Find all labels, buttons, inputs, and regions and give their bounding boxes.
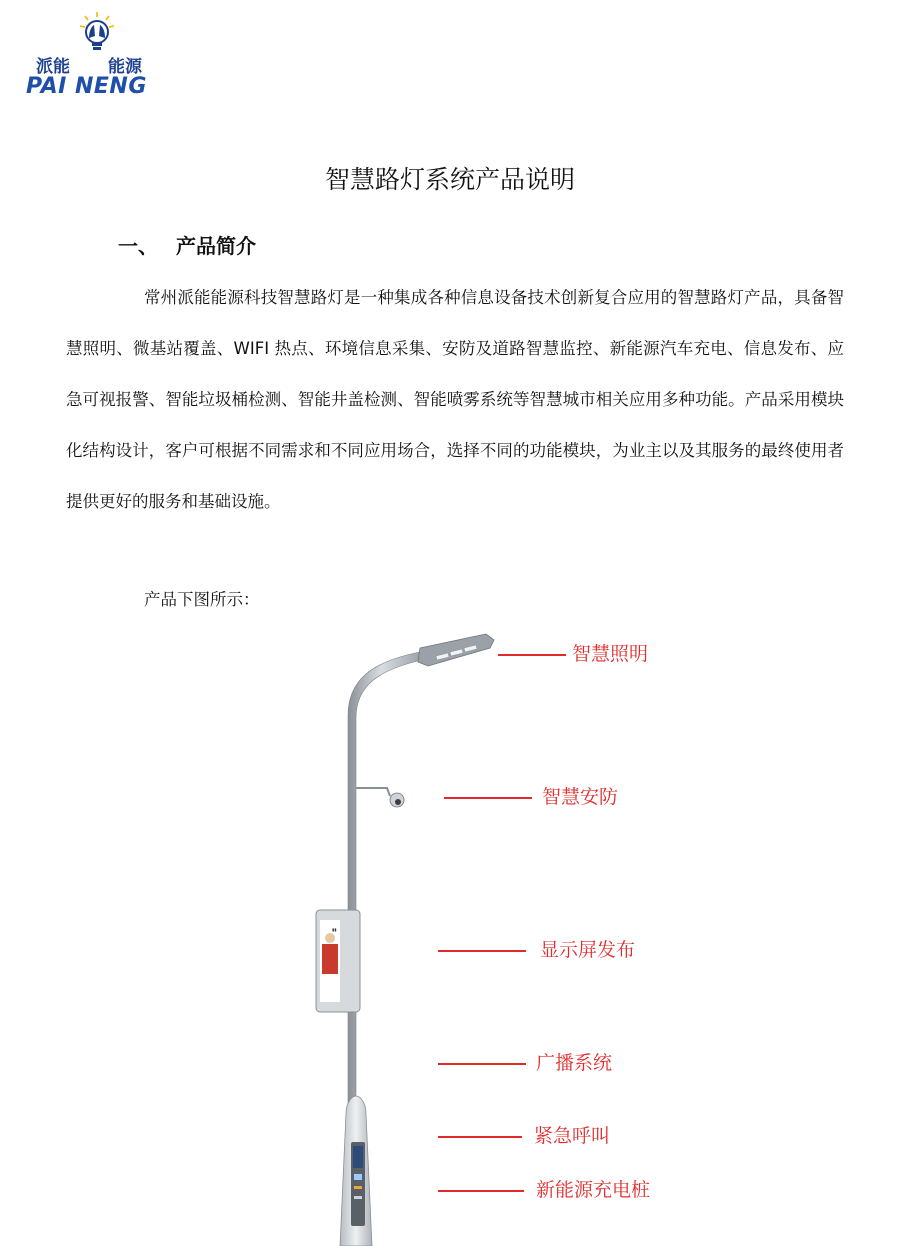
document-title: 智慧路灯系统产品说明: [324, 165, 575, 194]
figure-caption: 产品下图所示：: [144, 590, 260, 609]
company-logo: [26, 12, 166, 99]
section-number: 一、: [118, 234, 158, 258]
callout-label: 显示屏发布: [540, 939, 636, 961]
callout-label: 新能源充电桩: [536, 1179, 651, 1201]
section-heading: [118, 230, 256, 259]
intro-paragraph: 常州派能能源科技智慧路灯是一种集成各种信息设备技术创新复合应用的智慧路灯产品，具备智慧照明、微基站覆盖、WIFI 热点、环境信息采集、安防及道路智慧监控、新能源汽车充电、信息发布、应急可视报警、智能垃圾桶检测、智能井盖检测、智能喷雾系统等智慧城市相关应用多种功能。产品采用模块化结构设计，客户可根据不同需求和不同应用场合，选择不同的功能模块，为业主以及其服务的最终使用者提供更好的服务和基础设施。: [66, 288, 844, 511]
callout-label: 智慧照明: [572, 643, 649, 665]
callout-line: [438, 1063, 526, 1065]
logo-cn-left: 派能: [36, 57, 70, 77]
callout-line: [438, 1136, 522, 1138]
streetlamp-illustration: [240, 626, 700, 1246]
callout-label: 广播系统: [536, 1052, 613, 1074]
streetlamp-figure: [240, 626, 700, 1246]
callout-line: [444, 797, 532, 799]
callout-line: [438, 1190, 524, 1192]
callout-label: 智慧安防: [542, 786, 619, 808]
callout-line: [438, 950, 526, 952]
lightbulb-hands-icon: [80, 12, 114, 56]
svg-text:▮▮: ▮▮: [332, 927, 337, 932]
section-title: 产品简介: [176, 234, 256, 258]
callout-label: 紧急呼叫: [534, 1125, 611, 1147]
callout-line: [498, 654, 566, 656]
logo-cn-right: 能源: [108, 57, 142, 77]
logo-en: PAI NENG: [26, 74, 147, 99]
